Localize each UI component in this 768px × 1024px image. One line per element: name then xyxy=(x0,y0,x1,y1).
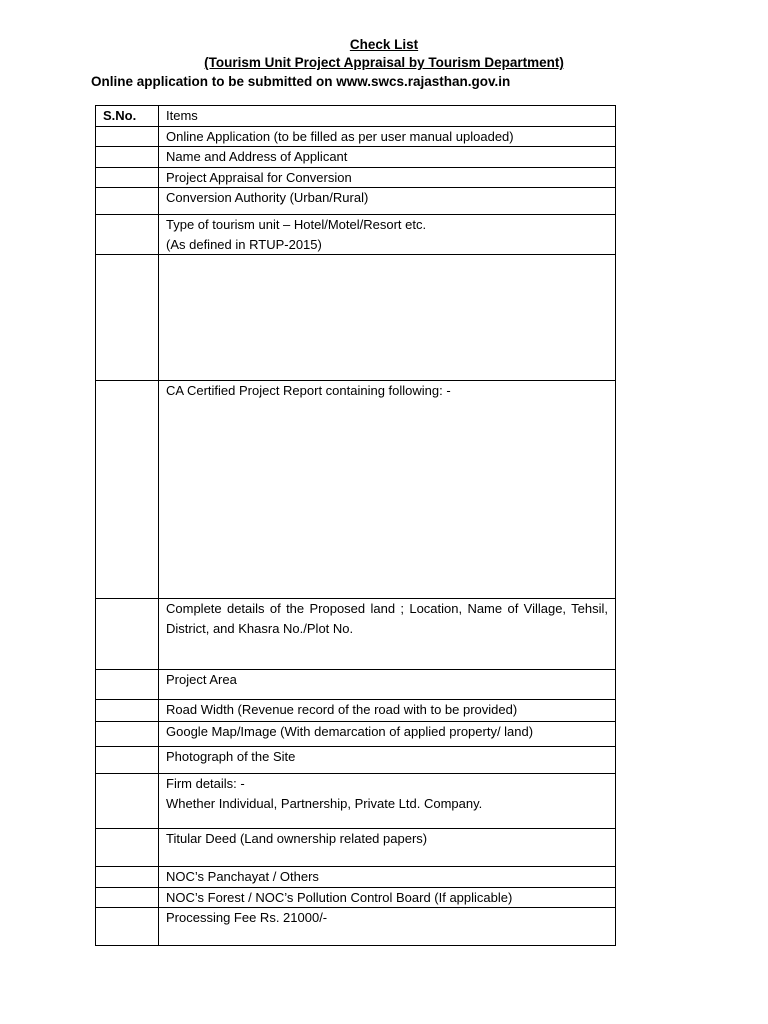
row-item-cell xyxy=(159,867,616,888)
item-text-line: NOC’s Forest / NOC’s Pollution Control Board (If applicable) xyxy=(166,889,513,905)
row-item-cell xyxy=(159,774,616,829)
document-title: Check List xyxy=(349,37,419,52)
item-text-line: NOC’s Panchayat / Others xyxy=(166,869,319,884)
table-header-row xyxy=(96,106,616,127)
row-sno-cell xyxy=(96,188,159,215)
row-item-cell xyxy=(159,188,616,215)
row-sno-cell xyxy=(96,908,159,946)
row-sno-cell xyxy=(96,887,159,908)
row-item-cell xyxy=(159,167,616,188)
header-sno: S.No. xyxy=(96,106,159,127)
table-row xyxy=(96,887,616,908)
row-sno-cell xyxy=(96,255,159,381)
row-sno-cell xyxy=(96,747,159,774)
row-item-cell xyxy=(159,887,616,908)
row-item-cell xyxy=(159,700,616,722)
item-text-line: Project Appraisal for Conversion xyxy=(166,169,352,185)
row-item-cell xyxy=(159,829,616,867)
item-text-line: Whether Individual, Partnership, Private Ltd. Company. xyxy=(166,795,483,811)
table-row xyxy=(96,167,616,188)
row-item-cell xyxy=(159,147,616,168)
row-sno-cell xyxy=(96,147,159,168)
table-row xyxy=(96,908,616,946)
table-row xyxy=(96,722,616,747)
table-row xyxy=(96,188,616,215)
row-item-cell xyxy=(159,215,616,255)
item-text-line: Complete details of the Proposed land ; Location, Name of Village, Tehsil, District, and Khasra No./Plot No. xyxy=(166,601,608,636)
header-items: Items xyxy=(159,106,616,127)
table-row xyxy=(96,700,616,722)
table-row xyxy=(96,215,616,255)
row-sno-cell xyxy=(96,167,159,188)
item-text-line: Firm details: - xyxy=(166,776,245,791)
row-item-cell xyxy=(159,255,616,381)
table-row xyxy=(96,381,616,599)
item-text-line: Photograph of the Site xyxy=(166,749,296,764)
row-item-cell xyxy=(159,599,616,670)
item-text-line: Road Width (Revenue record of the road with to be provided) xyxy=(166,702,518,717)
row-sno-cell xyxy=(96,599,159,670)
row-item-cell xyxy=(159,747,616,774)
item-text-line: Type of tourism unit – Hotel/Motel/Resort etc. xyxy=(166,217,427,232)
item-text-line: Online Application (to be filled as per user manual uploaded) xyxy=(166,128,514,144)
online-application-note: Online application to be submitted on www.swcs.rajasthan.gov.in xyxy=(91,74,511,89)
table-row xyxy=(96,867,616,888)
document-subtitle: (Tourism Unit Project Appraisal by Tourism Department) xyxy=(204,55,564,70)
table-row xyxy=(96,147,616,168)
table-row xyxy=(96,829,616,867)
item-text-line: Google Map/Image (With demarcation of applied property/ land) xyxy=(166,724,534,739)
item-text-line: Name and Address of Applicant xyxy=(166,149,348,164)
item-text-line: Project Area xyxy=(166,672,237,687)
row-item-cell xyxy=(159,381,616,599)
row-sno-cell xyxy=(96,381,159,599)
item-text-line: CA Certified Project Report containing following: - xyxy=(166,383,451,398)
row-sno-cell xyxy=(96,722,159,747)
item-text-line: Conversion Authority (Urban/Rural) xyxy=(166,190,369,205)
table-row xyxy=(96,126,616,147)
row-item-cell xyxy=(159,908,616,946)
row-sno-cell xyxy=(96,774,159,829)
row-item-cell xyxy=(159,670,616,700)
row-sno-cell xyxy=(96,126,159,147)
row-item-cell xyxy=(159,126,616,147)
item-text-line: Titular Deed (Land ownership related papers) xyxy=(166,831,428,846)
row-sno-cell xyxy=(96,829,159,867)
row-sno-cell xyxy=(96,215,159,255)
row-item-cell xyxy=(159,722,616,747)
item-text-line: (As defined in RTUP-2015) xyxy=(166,236,322,252)
checklist-table xyxy=(95,105,616,946)
table-row xyxy=(96,599,616,670)
row-sno-cell xyxy=(96,670,159,700)
table-row xyxy=(96,774,616,829)
table-row xyxy=(96,255,616,381)
item-text-line: Processing Fee Rs. 21000/- xyxy=(166,910,328,925)
table-row xyxy=(96,670,616,700)
row-sno-cell xyxy=(96,867,159,888)
row-sno-cell xyxy=(96,700,159,722)
table-row xyxy=(96,747,616,774)
